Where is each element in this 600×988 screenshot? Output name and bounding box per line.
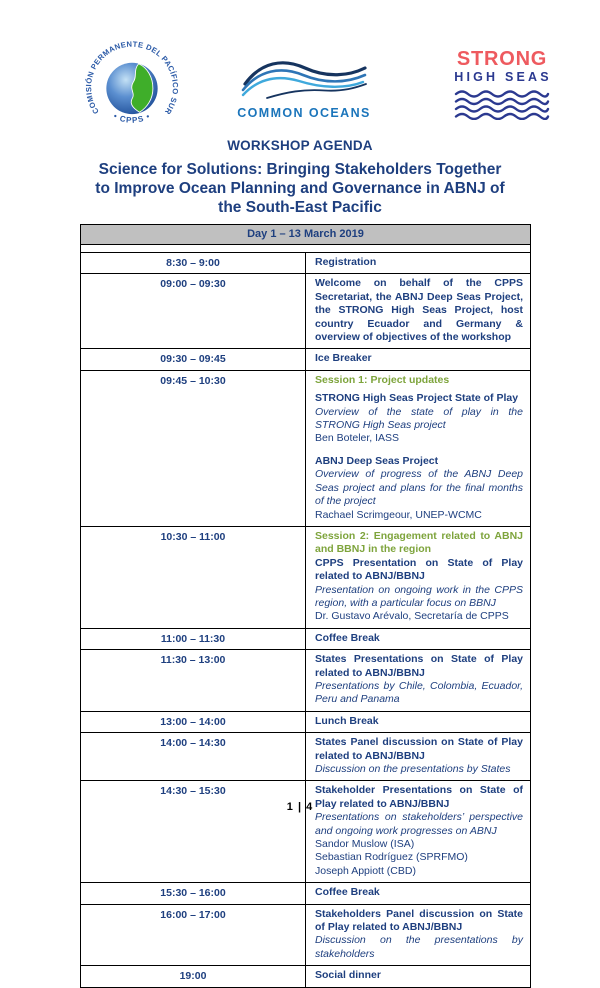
agenda-time: 13:00 – 14:00 xyxy=(81,711,306,732)
agenda-row xyxy=(81,966,531,987)
agenda-line-italic: Discussion on the presentations by stakeholders xyxy=(315,934,523,960)
agenda-content xyxy=(306,253,531,274)
agenda-content xyxy=(306,274,531,349)
agenda-line-bold: Stakeholder Presentations on State of Play related to ABNJ/BBNJ xyxy=(315,784,523,810)
agenda-content xyxy=(306,650,531,712)
agenda-content xyxy=(306,349,531,370)
agenda-line-normal: Rachael Scrimgeour, UNEP-WCMC xyxy=(315,508,482,521)
cpps-ring-text-bottom: • CPPS • xyxy=(112,111,152,125)
agenda-time: 09:30 – 09:45 xyxy=(81,349,306,370)
agenda-content xyxy=(306,370,531,526)
subtitle-line-3: the South-East Pacific xyxy=(218,199,382,216)
agenda-time: 14:00 – 14:30 xyxy=(81,733,306,781)
agenda-line-bold: Social dinner xyxy=(315,969,381,982)
agenda-time: 09:00 – 09:30 xyxy=(81,274,306,349)
subtitle-line-1: Science for Solutions: Bringing Stakeholders Together xyxy=(98,161,502,178)
agenda-time: 14:30 – 15:30 xyxy=(81,781,306,883)
agenda-line-normal: Sandor Muslow (ISA) xyxy=(315,838,415,851)
agenda-line-bold: Coffee Break xyxy=(315,631,380,644)
cpps-ring-text: COMISIÓN PERMANENTE DEL PACÍFICO SUR xyxy=(84,40,180,117)
agenda-row xyxy=(81,781,531,883)
page-number: 1 | 4 xyxy=(286,801,314,813)
agenda-line-bold: CPPS Presentation on State of Play related to ABNJ/BBNJ xyxy=(315,556,523,583)
agenda-row xyxy=(81,370,531,526)
agenda-row xyxy=(81,526,531,628)
agenda-row xyxy=(81,904,531,966)
agenda-row xyxy=(81,253,531,274)
strong-waves-icon xyxy=(453,90,551,120)
agenda-line-session: Session 2: Engagement related to ABNJ and BBNJ in the region xyxy=(315,529,523,556)
strong-high-seas-logo xyxy=(448,49,556,125)
agenda-row xyxy=(81,650,531,712)
agenda-content xyxy=(306,733,531,781)
day-header-row xyxy=(81,225,531,245)
agenda-time: 16:00 – 17:00 xyxy=(81,904,306,966)
agenda-line-bold: STRONG High Seas Project State of Play xyxy=(315,392,519,405)
agenda-line-bold: ABNJ Deep Seas Project xyxy=(315,454,439,467)
agenda-time: 15:30 – 16:00 xyxy=(81,883,306,904)
agenda-line-normal: Ben Boteler, IASS xyxy=(315,432,400,445)
agenda-time: 09:45 – 10:30 xyxy=(81,370,306,526)
agenda-content xyxy=(306,711,531,732)
agenda-row xyxy=(81,628,531,649)
agenda-time: 19:00 xyxy=(81,966,306,987)
agenda-line-italic: Presentation on ongoing work in the CPPS region, with a particular focus on BBNJ xyxy=(315,583,523,609)
day-header: Day 1 – 13 March 2019 xyxy=(81,225,531,245)
agenda-time: 8:30 – 9:00 xyxy=(81,253,306,274)
agenda-row xyxy=(81,274,531,349)
spacer-cell xyxy=(81,245,531,253)
agenda-line-bold: States Presentations on State of Play related to ABNJ/BBNJ xyxy=(315,653,523,679)
agenda-row xyxy=(81,883,531,904)
cpps-logo-icon xyxy=(83,40,181,135)
agenda-content xyxy=(306,526,531,628)
common-oceans-label: COMMON OCEANS xyxy=(237,106,371,120)
agenda-line-italic: Presentations on stakeholders’ perspective and ongoing work progresses on ABNJ xyxy=(315,811,523,837)
agenda-row xyxy=(81,711,531,732)
agenda-line-bold: Coffee Break xyxy=(315,886,380,899)
agenda-line-normal: Sebastian Rodríguez (SPRFMO) xyxy=(315,851,468,864)
agenda-line-italic: Overview of the state of play in the STRONG High Seas project xyxy=(315,405,523,432)
page-title: WORKSHOP AGENDA xyxy=(227,138,373,153)
agenda-table xyxy=(80,224,531,988)
agenda-line-italic: Overview of progress of the ABNJ Deep Seas project and plans for the final months of the project xyxy=(315,468,523,508)
agenda-line-italic: Presentations by Chile, Colombia, Ecuador, Peru and Panama xyxy=(315,679,523,706)
agenda-line-spacer xyxy=(315,446,523,455)
agenda-content xyxy=(306,781,531,883)
agenda-time: 11:30 – 13:00 xyxy=(81,650,306,712)
spacer-row xyxy=(81,245,531,253)
agenda-line-session: Session 1: Project updates xyxy=(315,373,450,386)
agenda-line-normal: Dr. Gustavo Arévalo, Secretaría de CPPS xyxy=(315,610,509,623)
agenda-time: 11:00 – 11:30 xyxy=(81,628,306,649)
agenda-line-bold: Welcome on behalf of the CPPS Secretariat, the ABNJ Deep Seas Project, the STRONG High Seas Project, host country Ecuador and Germany & overview of objectives of the workshop xyxy=(315,277,523,344)
agenda-content xyxy=(306,904,531,966)
agenda-line-bold: Registration xyxy=(315,256,377,268)
agenda-line-bold: Ice Breaker xyxy=(315,352,372,365)
high-seas-label: HIGH SEAS xyxy=(454,70,552,84)
agenda-line-bold: Stakeholders Panel discussion on State of Play related to ABNJ/BBNJ xyxy=(315,907,523,934)
agenda-content xyxy=(306,966,531,987)
agenda-line-bold: States Panel discussion on State of Play related to ABNJ/BBNJ xyxy=(315,736,523,762)
common-oceans-waves-icon xyxy=(238,54,370,100)
strong-label: STRONG xyxy=(456,48,548,70)
agenda-row xyxy=(81,733,531,781)
page-subtitle xyxy=(0,160,600,217)
agenda-line-normal: Joseph Appiott (CBD) xyxy=(315,864,416,877)
agenda-row xyxy=(81,349,531,370)
logo-band xyxy=(0,0,600,136)
agenda-content xyxy=(306,883,531,904)
agenda-content xyxy=(306,628,531,649)
agenda-line-bold: Lunch Break xyxy=(315,714,379,727)
common-oceans-logo xyxy=(236,54,372,120)
agenda-time: 10:30 – 11:00 xyxy=(81,526,306,628)
agenda-line-italic: Discussion on the presentations by States xyxy=(315,763,511,775)
subtitle-line-2: to Improve Ocean Planning and Governance in ABNJ of xyxy=(95,180,505,197)
